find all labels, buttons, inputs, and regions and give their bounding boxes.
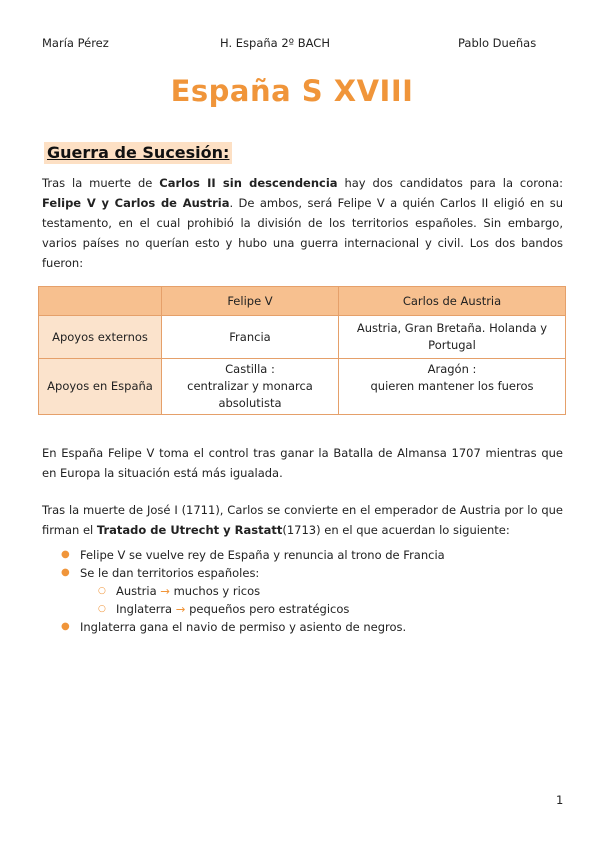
sublist-item-place: Austria — [116, 584, 157, 598]
table-header-row — [39, 287, 566, 316]
arrow-right-icon: → — [160, 584, 170, 598]
section-heading: Guerra de Sucesión: — [44, 142, 232, 164]
cell-felipe-spain — [162, 359, 339, 415]
list-item-text: Se le dan territorios españoles: — [80, 566, 260, 580]
table-header-carlos: Carlos de Austria — [339, 287, 566, 316]
page-number: 1 — [556, 793, 564, 807]
almansa-paragraph: En España Felipe V toma el control tras ganar la Batalla de Almansa 1707 mientras que en Europa la situación está más igualada. — [42, 446, 563, 480]
treaty-list — [42, 546, 562, 636]
cell-carlos-spain-line1: Aragón : — [427, 362, 477, 376]
cell-felipe-spain-line2: centralizar y monarca absolutista — [187, 379, 313, 410]
list-item — [42, 546, 562, 564]
sublist-item — [80, 582, 562, 600]
utrecht-text-2: (1713) en el que acuerdan lo siguiente: — [282, 523, 510, 537]
table-header-felipe: Felipe V — [162, 287, 339, 316]
list-item-text: Inglaterra gana el navio de permiso y asiento de negros. — [80, 620, 407, 634]
intro-text-3: . De ambos, será Felipe V a quién Carlos II eligió en su testamento, en el cual prohibió la división de los territorios españoles. Sin embargo, varios países no querían esto y hubo una guerra internacional y civil. Los dos bandos fueron: — [42, 196, 563, 270]
header-author-left: María Pérez — [42, 36, 109, 50]
list-item — [42, 618, 562, 636]
row-label-spain: Apoyos en España — [39, 359, 162, 415]
territories-sublist — [80, 582, 562, 618]
intro-text-2: hay dos candidatos para la corona: — [337, 176, 563, 190]
row-label-external: Apoyos externos — [39, 316, 162, 359]
utrecht-text-1: Tras la muerte de José I (1711), Carlos se convierte en el emperador de Austria por lo que firman el — [42, 503, 563, 537]
sublist-item-place: Inglaterra — [116, 602, 173, 616]
bullet-dot-icon: ● — [61, 621, 70, 632]
utrecht-paragraph — [42, 500, 563, 540]
intro-bold-2: Felipe V y Carlos de Austria — [42, 196, 230, 210]
table-corner-cell — [39, 287, 162, 316]
document-title — [0, 74, 600, 108]
list-item-text: Felipe V se vuelve rey de España y renuncia al trono de Francia — [80, 548, 445, 562]
sublist-item — [80, 600, 562, 618]
table-row — [39, 359, 566, 415]
utrecht-bold: Tratado de Utrecht y Rastatt — [96, 523, 283, 537]
bullet-circle-icon: ○ — [98, 586, 106, 596]
arrow-right-icon: → — [175, 602, 186, 616]
cell-carlos-spain — [339, 359, 566, 415]
intro-bold-1: Carlos II sin descendencia — [159, 176, 338, 190]
factions-table — [38, 286, 566, 415]
bullet-dot-icon: ● — [61, 549, 70, 560]
sublist-item-desc: muchos y ricos — [173, 584, 261, 598]
header-course: H. España 2º BACH — [220, 36, 330, 50]
cell-carlos-spain-line2: quieren mantener los fueros — [370, 379, 534, 393]
header-author-right: Pablo Dueñas — [458, 36, 537, 50]
cell-felipe-external: Francia — [162, 316, 339, 359]
intro-paragraph — [42, 173, 563, 273]
intro-text-1: Tras la muerte de — [42, 176, 160, 190]
cell-carlos-external: Austria, Gran Bretaña. Holanda y Portugal — [339, 316, 566, 359]
document-title-text: España S XVIII — [170, 74, 414, 108]
list-item — [42, 564, 562, 618]
cell-felipe-spain-line1: Castilla : — [225, 362, 275, 376]
bullet-circle-icon: ○ — [98, 604, 106, 614]
sublist-item-desc: pequeños pero estratégicos — [189, 602, 350, 616]
table-row — [39, 316, 566, 359]
bullet-dot-icon: ● — [61, 567, 70, 578]
